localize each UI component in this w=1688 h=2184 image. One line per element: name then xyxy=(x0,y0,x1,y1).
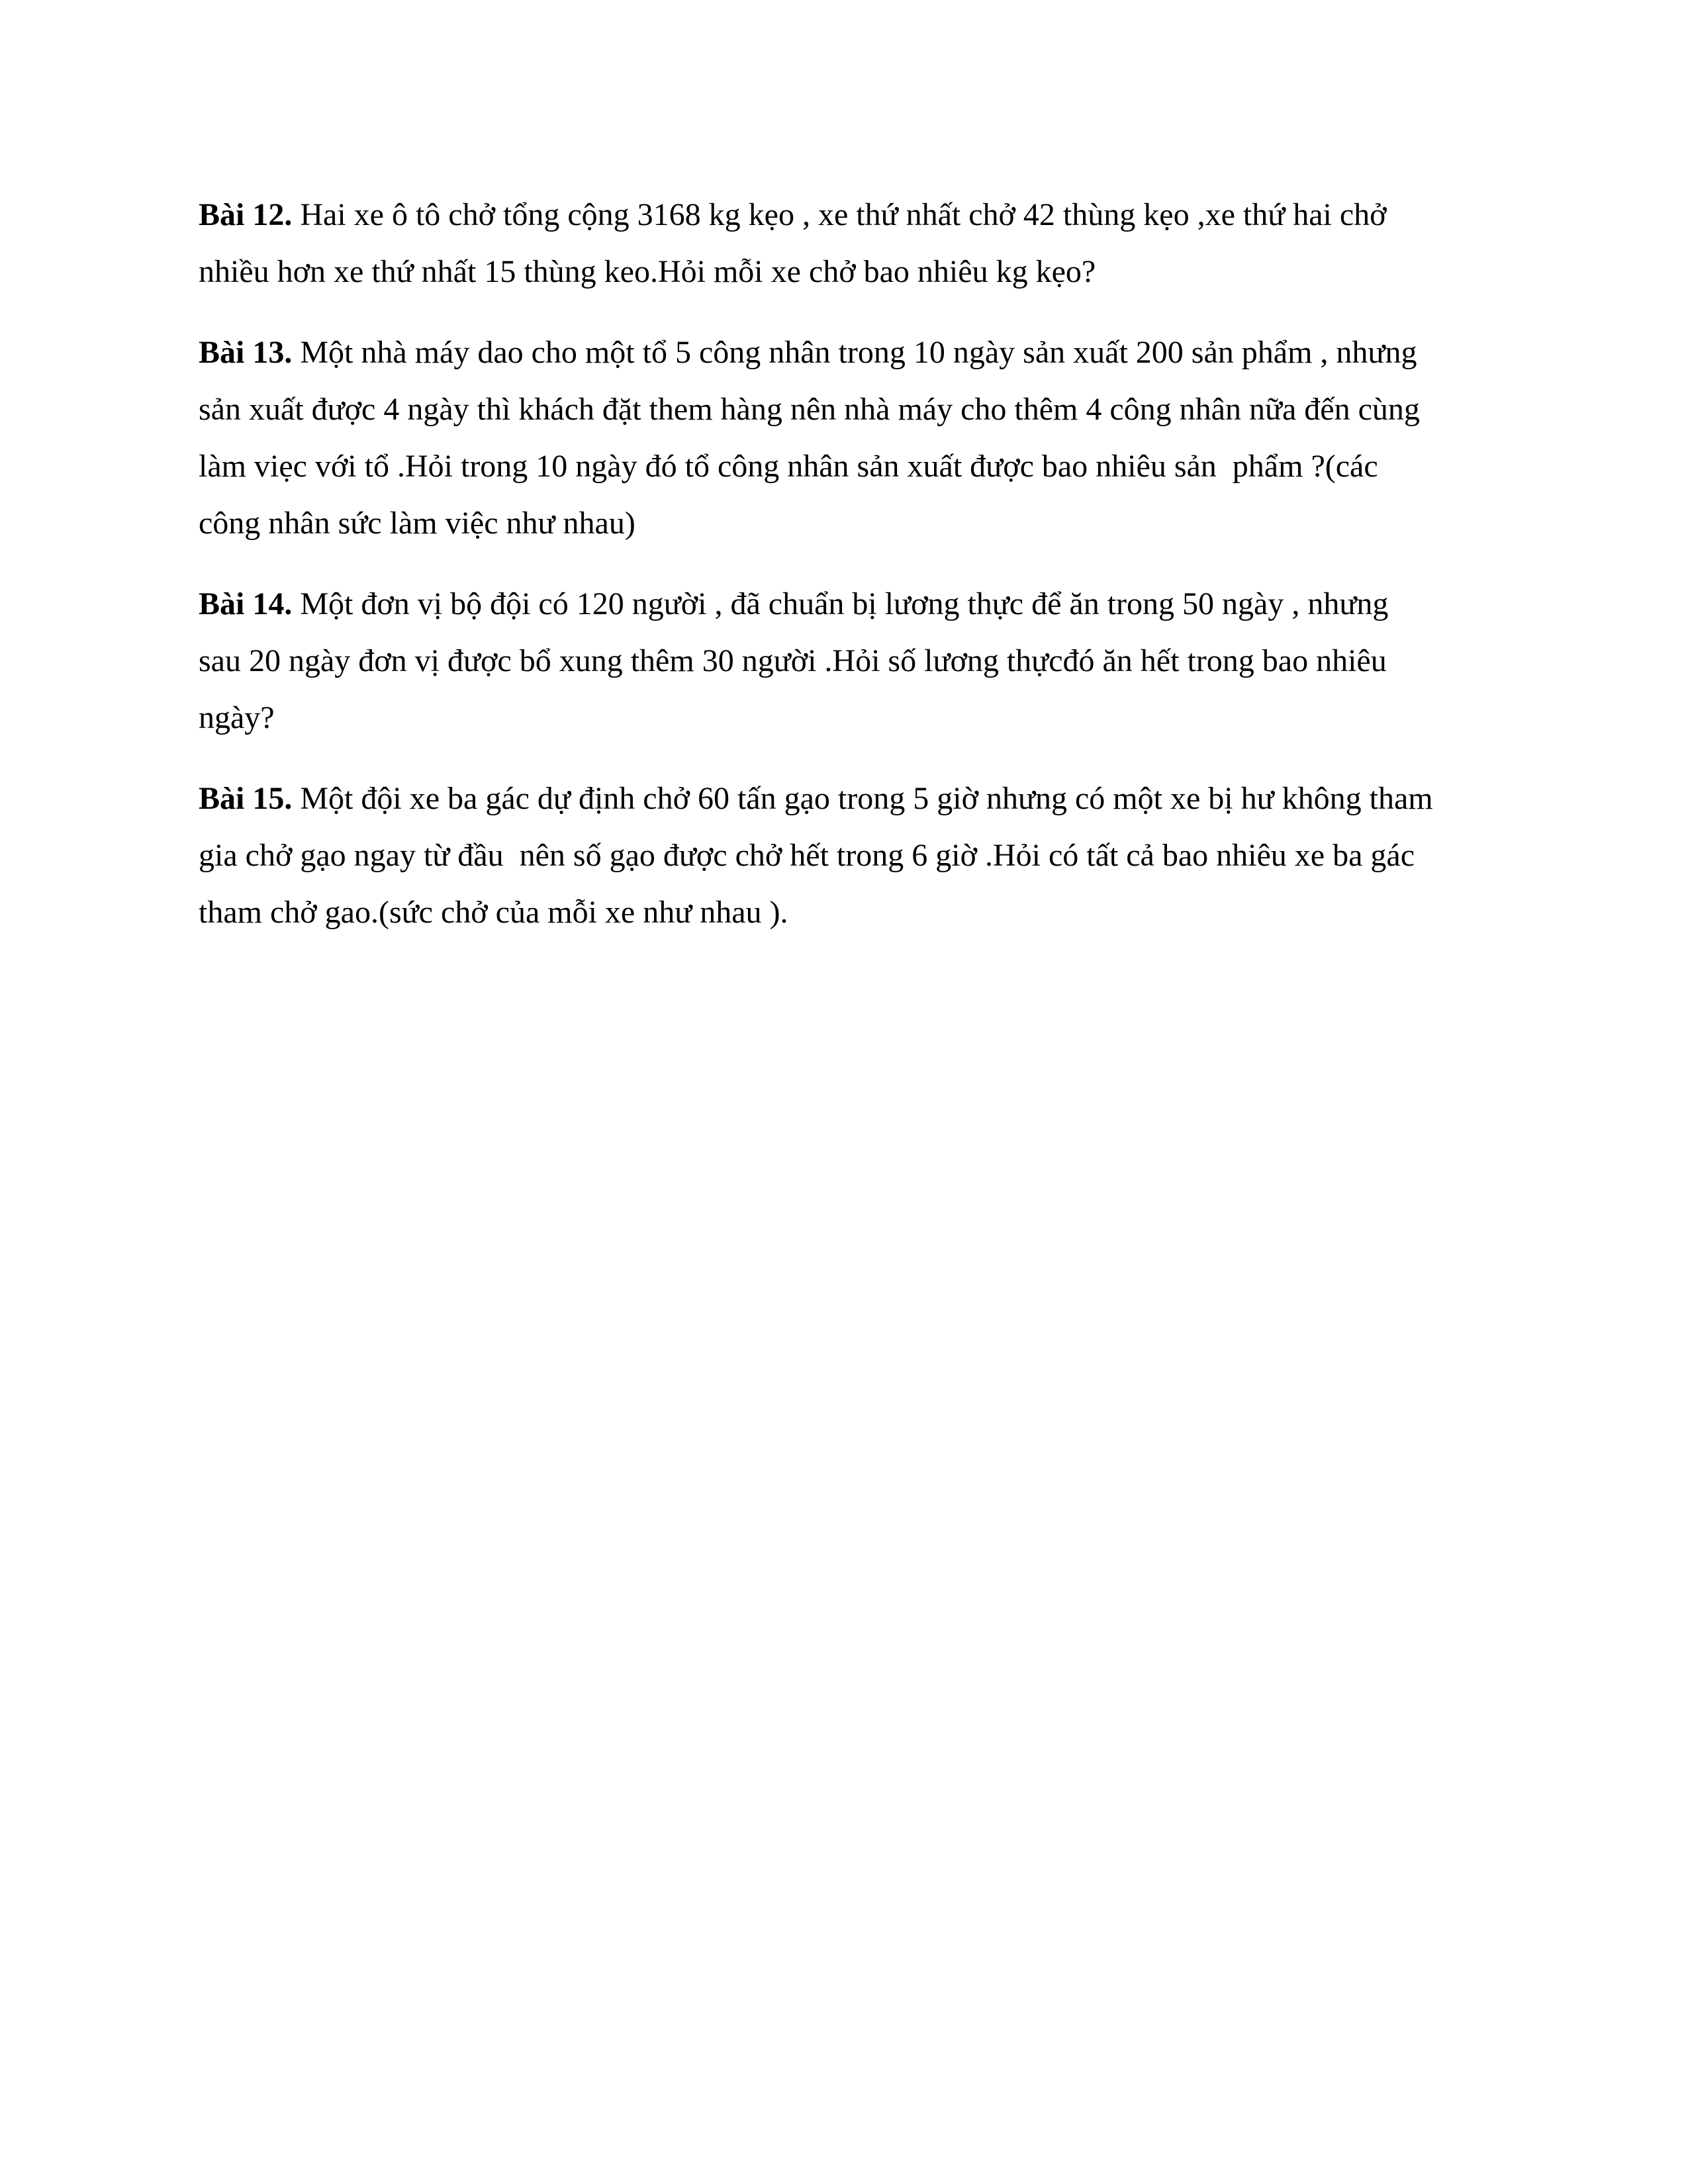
problem-line xyxy=(199,324,1509,381)
problem-line: gia chở gạo ngay từ đầu nên số gạo được chở hết trong 6 giờ .Hỏi có tất cả bao nhiêu xe ba gác xyxy=(199,838,1415,873)
problem-line xyxy=(199,576,1509,633)
problem-text: Một nhà máy dao cho một tổ 5 công nhân trong 10 ngày sản xuất 200 sản phẩm , nhưng xyxy=(292,335,1417,370)
problem-line xyxy=(199,187,1509,244)
problem-label: Bài 14. xyxy=(199,586,293,621)
problem-line xyxy=(199,770,1509,827)
document-body xyxy=(199,187,1509,965)
problem-14 xyxy=(199,576,1509,747)
problem-line: tham chở gao.(sức chở của mỗi xe như nhau ). xyxy=(199,895,788,930)
problem-text: Một đơn vị bộ đội có 120 người , đã chuẩn bị lương thực để ăn trong 50 ngày , nhưng xyxy=(292,586,1389,621)
problem-12 xyxy=(199,187,1509,300)
problem-label: Bài 15. xyxy=(199,781,293,816)
problem-line: sản xuất được 4 ngày thì khách đặt them hàng nên nhà máy cho thêm 4 công nhân nữa đến cùng xyxy=(199,392,1420,427)
problem-15 xyxy=(199,770,1509,941)
problem-text: Hai xe ô tô chở tổng cộng 3168 kg kẹo , xe thứ nhất chở 42 thùng kẹo ,xe thứ hai chở xyxy=(292,197,1387,232)
problem-line: công nhân sức làm việc như nhau) xyxy=(199,506,635,541)
problem-line: ngày? xyxy=(199,700,275,735)
problem-line: làm viẹc với tổ .Hỏi trong 10 ngày đó tổ công nhân sản xuất được bao nhiêu sản phẩm ?(các xyxy=(199,449,1378,484)
problem-line: sau 20 ngày đơn vị được bổ xung thêm 30 người .Hỏi số lương thựcđó ăn hết trong bao nhiêu xyxy=(199,643,1387,678)
problem-13 xyxy=(199,324,1509,552)
problem-text: Một đội xe ba gác dự định chở 60 tấn gạo trong 5 giờ nhưng có một xe bị hư không tham xyxy=(292,781,1433,816)
problem-label: Bài 13. xyxy=(199,335,293,370)
problem-label: Bài 12. xyxy=(199,197,293,232)
problem-line: nhiều hơn xe thứ nhất 15 thùng keo.Hỏi mỗi xe chở bao nhiêu kg kẹo? xyxy=(199,254,1096,289)
